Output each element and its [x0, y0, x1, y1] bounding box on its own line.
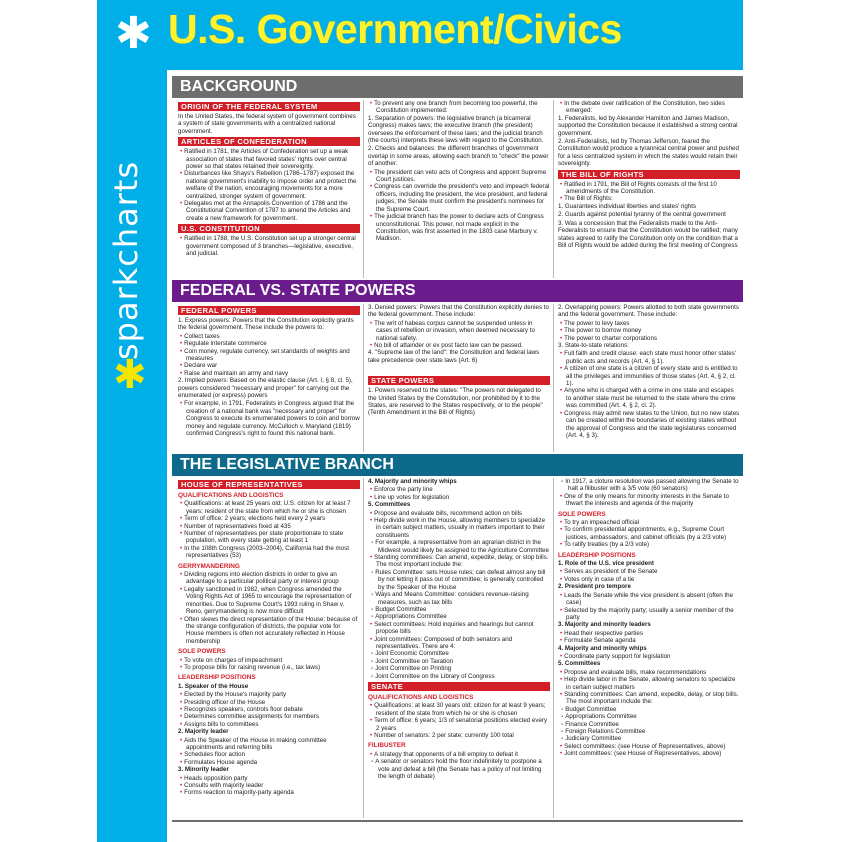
numbered-item: 1. Guarantees individual liberties and states' rights: [558, 202, 697, 210]
list-item: • Term of office: 6 years; 1/3 of senatorial positions elected every 2 years: [376, 717, 550, 732]
list-item: • Aids the Speaker of the House in making committee appointments and referring bills: [186, 737, 360, 752]
list-item: • Joint committees: (see House of Representatives, above): [566, 750, 740, 757]
subheading-qualifications: QUALIFICATIONS AND LOGISTICS: [368, 693, 474, 701]
brand-asterisk-icon: ✱: [113, 352, 147, 398]
asterisk-logo-icon: ✱: [115, 8, 152, 59]
list-item: ▪ Appropriations Committee: [568, 713, 740, 720]
list-item: • The power to borrow money: [566, 327, 740, 334]
list-item: • No bill of attainder or ex post facto law can be passed.: [376, 342, 550, 349]
heading-state-powers: STATE POWERS: [368, 376, 550, 385]
list: [178, 400, 360, 437]
list-item: ▪ Budget Committee: [378, 606, 550, 613]
numbered-item: 1. Federalists, led by Alexander Hamilton and James Madison, supported the Constitution because it established a strong central government.: [558, 114, 738, 137]
background-column-1: [178, 100, 360, 278]
list-item: • One of the only means for minority interests in the Senate to thwart the interests and agenda of the majority: [566, 493, 740, 508]
column-divider: [553, 478, 554, 818]
list-item: • Delegates met at the Annapolis Convention of 1786 and the Constitutional Convention of 1787 to amend the Articles and create a new framework for government.: [186, 200, 360, 222]
list: [368, 100, 550, 115]
page-title: U.S. Government/Civics: [168, 6, 622, 52]
list: [558, 100, 740, 115]
list-item: • The president can veto acts of Congress and appoint Supreme Court justices.: [376, 169, 550, 184]
list-item: • Legally sanctioned in 1982, when Congress amended the Voting Rights Act of 1965 to encourage the representation of minorities. Due to Supreme Court's 1993 ruling in Shaw v. Reno, gerrymandering is now more difficult: [186, 586, 360, 616]
numbered-item: 4. Majority and minority whips: [368, 478, 457, 485]
list-item: • Number of representatives fixed at 435: [186, 523, 360, 530]
list-item: • Joint committees: Composed of both senators and representatives. There are 4:: [376, 636, 550, 651]
background-column-3: [558, 100, 740, 278]
list-item: • Heads opposition party: [186, 775, 360, 782]
list-item: • To prevent any one branch from becoming too powerful, the Constitution implemented:: [376, 100, 550, 115]
footer-rule: [172, 820, 743, 822]
numbered-item: 4. Majority and minority whips: [558, 644, 647, 652]
list-item: • Coin money, regulate currency, set standards of weights and measures: [186, 348, 360, 363]
list: [368, 539, 550, 554]
paragraph: In the United States, the federal system of government combines a system of state governments with a centralized national government.: [178, 113, 356, 135]
list-item: ▪ Joint Committee on the Library of Congress: [378, 673, 550, 680]
list-item: • The judicial branch has the power to declare acts of Congress unconstitutional. This power, not made explicit in the Constitution, was first asserted in the 1803 case Marbury v. Madison.: [376, 213, 550, 243]
list-item: • To try an impeached official: [566, 519, 740, 526]
list-item: ▪ For example, a representative from an agrarian district in the Midwest would likely be assigned to the Agriculture Committee: [378, 539, 550, 554]
column-divider: [363, 478, 364, 818]
list-item: • Qualifications: at least 25 years old; U.S. citizen for at least 7 years; resident of the state from which he or she is chosen: [186, 500, 360, 515]
list-item: • Coordinate party support for legislation: [566, 653, 740, 660]
numbered-item: 3. Minority leader: [178, 766, 229, 774]
list-item: • Forms reaction to majority-party agenda: [186, 789, 360, 796]
column-divider: [553, 100, 554, 278]
list-item: • Congress may admit new states to the Union, but no new states can be created within the boundaries of existing states without the approval of Congress and the state legislatures concerned (Art. 4, § 3).: [566, 410, 740, 440]
list: [178, 571, 360, 645]
subheading-gerrymandering: GERRYMANDERING: [178, 562, 240, 570]
numbered-item: 1. Speaker of the House: [178, 682, 249, 690]
list: [558, 669, 740, 706]
numbered-item: 3. Denied powers: Powers that the Constitution explicitly denies to the federal government. These include:: [368, 304, 549, 319]
list-item: ▪ Joint Committee on Printing: [378, 665, 550, 672]
list: [178, 775, 360, 797]
list-item: • Raise and maintain an army and navy: [186, 370, 360, 377]
heading-federal-powers: FEDERAL POWERS: [178, 306, 360, 315]
list-item: • Propose and evaluate bills, recommend action on bills: [376, 510, 550, 517]
legislative-column-2: [368, 478, 550, 818]
list-item: • Schedules floor action: [186, 751, 360, 758]
column-divider: [363, 304, 364, 452]
numbered-item: 2. Implied powers: Based on the elastic clause (Art. I, § 8, cl. 5), powers considered "necessary and proper" for carrying out the enumerated (or express) powers: [178, 377, 353, 400]
list-item: • Regulate interstate commerce: [186, 340, 360, 347]
list: [368, 486, 550, 501]
numbered-item: 3. Was a concession that the Federalists made to the Anti-Federalists to ensure that the Constitution would be ratified; many states agreed to ratify the Constitution only on the condition that a Bill of Rights would be added during the first meeting of Congress: [558, 219, 738, 249]
subheading-sole-powers: SOLE POWERS: [558, 510, 606, 518]
federal-column-1: [178, 304, 360, 452]
list: [178, 691, 360, 728]
numbered-item: 1. Separation of powers: the legislative branch (a bicameral Congress) makes laws; the executive branch (the president) oversees the enforcement of these laws; and the judicial branch (the courts) interprets these laws with regard to the Constitution.: [368, 114, 544, 145]
list-item: • A citizen of one state is a citizen of every state and is entitled to all the privileges and immunities of those states (Art. 4, § 2, cl. 1).: [566, 365, 740, 387]
numbered-item: 2. Majority leader: [178, 728, 229, 736]
federal-column-2: [368, 304, 550, 452]
heading-constitution: U.S. CONSTITUTION: [178, 224, 360, 233]
list: [558, 653, 740, 660]
list: [178, 500, 360, 559]
numbered-item: 1. Powers reserved to the states: "The powers not delegated to the United States by the Constitution, nor prohibited by it to the States, are reserved to the States respectively, or to the people" (Tenth Amendment in the Bill of Rights): [368, 387, 543, 417]
list-item: • Ratified in 1791, the Bill of Rights consists of the first 10 amendments of the Constitution.: [566, 181, 740, 196]
subheading-sole-powers: SOLE POWERS: [178, 648, 226, 656]
list-item: • Term of office: 2 years; elections held every 2 years: [186, 515, 360, 522]
list-item: ▪ Finance Committee: [568, 721, 740, 728]
list: [368, 320, 550, 350]
list-item: • Number of senators: 2 per state; currently 100 total: [376, 732, 550, 739]
list-item: • Ratified in 1781, the Articles of Confederation set up a weak association of states that favored states' rights over central power so that states retained their sovereignty.: [186, 148, 360, 170]
list-item: • Collect taxes: [186, 333, 360, 340]
numbered-item: 3. State-to-state relations:: [558, 342, 629, 350]
list-item: • Consults with majority leader: [186, 782, 360, 789]
list: [558, 181, 740, 203]
section-title-legislative: THE LEGISLATIVE BRANCH: [172, 454, 743, 476]
section-title-background: BACKGROUND: [172, 76, 743, 98]
list-item: • Recognizes speakers, controls floor debate: [186, 706, 360, 713]
list-item: • Determines committee assignments for members: [186, 713, 360, 720]
list-item: • The writ of habeas corpus cannot be suspended unless in cases of rebellion or invasion, when deemed necessary to national safety.: [376, 320, 550, 342]
heading-senate: SENATE: [368, 682, 550, 691]
subheading-qualifications: QUALIFICATIONS AND LOGISTICS: [178, 492, 284, 499]
list: [558, 592, 740, 622]
list-item: • To vote on charges of impeachment: [186, 657, 360, 664]
list-item: ▪ Joint Committee on Taxation: [378, 658, 550, 665]
list-item: • Help divide labor in the Senate, allowing senators to specialize in certain subject matters: [566, 676, 740, 691]
list-item: • The power to levy taxes: [566, 320, 740, 327]
list: [178, 235, 360, 257]
list: [368, 554, 550, 569]
list-item: • Selected by the majority party; usually a senior member of the party: [566, 607, 740, 622]
list-item: ▪ Joint Economic Committee: [378, 650, 550, 657]
list: [368, 758, 550, 780]
list-item: • Head their respective parties: [566, 630, 740, 637]
numbered-item: 1. Express powers: Powers that the Constitution explicitly grants the federal government. These include the powers to:: [178, 317, 354, 332]
list-item: ▪ Judiciary Committee: [568, 735, 740, 742]
numbered-item: 4. "Supreme law of the land": the Constitution and federal laws take precedence over state laws (Art. 6): [368, 349, 540, 364]
section-title-federal-state: FEDERAL VS. STATE POWERS: [172, 280, 743, 302]
subheading-leadership: LEADERSHIP POSITIONS: [178, 674, 256, 682]
list-item: ▪ Budget Committee: [568, 706, 740, 713]
list-item: • Select committees: Hold inquiries and hearings but cannot propose bills: [376, 621, 550, 636]
legislative-column-1: [178, 478, 360, 818]
numbered-item: 2. Guards against potential tyranny of the central government: [558, 211, 726, 219]
list-item: • Leads the Senate while the vice president is absent (often the case): [566, 592, 740, 607]
list-item: ▪ Rules Committee: sets House rules; can defeat almost any bill by not letting it pass out of committee; is generally controlled by the Speaker of the House: [378, 569, 550, 591]
heading-origin: ORIGIN OF THE FEDERAL SYSTEM: [178, 102, 360, 111]
list-item: ▪ Ways and Means Committee: considers revenue-raising measures, such as tax bills: [378, 591, 550, 606]
list: [368, 702, 550, 739]
list: [368, 621, 550, 651]
list-item: • Standing committees: Can amend, expedite, delay, or stop bills. The most important include the:: [566, 691, 740, 706]
numbered-item: 1. Role of the U.S. vice president: [558, 560, 654, 568]
list-item: • Number of representatives per state proportionate to state population, with every state getting at least 1: [186, 530, 360, 545]
list-item: • Serves as president of the Senate: [566, 568, 740, 575]
heading-bill-of-rights: THE BILL OF RIGHTS: [558, 170, 740, 179]
list-item: ▪ Foreign Relations Committee: [568, 728, 740, 735]
list-item: • Presiding officer of the House: [186, 699, 360, 706]
list-item: • Declare war: [186, 362, 360, 369]
list-item: • Ratified in 1788, the U.S. Constitution set up a stronger central government composed of 3 branches—legislative, executive, and judicial.: [186, 235, 360, 257]
numbered-item: 2. Overlapping powers: Powers allotted to both state governments and the federal government. These include:: [558, 304, 739, 319]
list-item: • In the 108th Congress (2003–2004), California had the most representatives (53): [186, 545, 360, 560]
numbered-item: 5. Committees: [368, 501, 411, 509]
brand-wordmark: sparkcharts: [107, 160, 145, 360]
list-item: • Congress can override the president's veto and impeach federal officers, including the president, the vice president, and federal judges; the Senate must confirm the president's nominees for the Supreme Court.: [376, 183, 550, 213]
list: [558, 706, 740, 743]
heading-articles: ARTICLES OF CONFEDERATION: [178, 137, 360, 146]
list-item: • Disturbances like Shays's Rebellion (1786–1787) exposed the national government's inability to impose order and protect the welfare of the nation, encouraging movements for a more centralized, stronger system of government.: [186, 170, 360, 200]
blue-side-band: [97, 0, 167, 842]
list-item: • Qualifications: at least 30 years old; citizen for at least 9 years; resident of the state from which he or she is chosen: [376, 702, 550, 717]
list: [558, 519, 740, 549]
list-item: • Dividing regions into election districts in order to give an advantage to a particular political party or interest group: [186, 571, 360, 586]
list: [558, 478, 740, 493]
list-item: • Standing committees: Can amend, expedite, delay, or stop bills. The most important include the:: [376, 554, 550, 569]
list-item: • Often skews the direct representation of the House: because of the strange configuration of districts, the popular vote for House members is often not accurately reflected in House membership: [186, 616, 360, 646]
column-divider: [553, 304, 554, 452]
column-divider: [363, 100, 364, 278]
list: [368, 650, 550, 680]
list-item: • Anyone who is charged with a crime in one state and escapes to another state must be returned to the state where the crime was committed (Art. 4, § 2, cl. 2).: [566, 387, 740, 409]
list-item: • Full faith and credit clause: each state must honor other states' public acts and records (Art. 4, § 1).: [566, 350, 740, 365]
list: [178, 657, 360, 672]
list-item: • For example, in 1791, Federalists in Congress argued that the creation of a national bank was "necessary and proper" for Congress to execute its enumerated powers to coin and borrow money and regulate currency. McCulloch v. Maryland (1819) confirmed Congress's right to found this national bank.: [186, 400, 360, 437]
list-item: • Enforce the party line: [376, 486, 550, 493]
list-item: • The Bill of Rights:: [566, 195, 740, 202]
list-item: • To ratify treaties (by a 2/3 vote): [566, 541, 740, 548]
list: [368, 169, 550, 243]
numbered-item: 2. President pro tempore: [558, 583, 631, 591]
list-item: • Help divide work in the House, allowing members to specialize in certain subject matters, usually in matters important to their constituents: [376, 517, 550, 539]
list: [558, 743, 740, 758]
list-item: • Votes only in case of a tie: [566, 576, 740, 583]
list: [558, 493, 740, 508]
numbered-item: 2. Anti-Federalists, led by Thomas Jefferson, feared the Constitution would produce a tyrannical central power and pushed for a less centralized system in which the states would retain their sovereignty.: [558, 138, 739, 168]
numbered-item: 5. Committees: [558, 660, 601, 668]
list-item: ▪ Appropriations Committee: [378, 613, 550, 620]
background-column-2: [368, 100, 550, 278]
list: [178, 737, 360, 767]
list: [368, 510, 550, 540]
list: [368, 751, 550, 758]
list-item: • The power to charter corporations: [566, 335, 740, 342]
list-item: • Formulate Senate agenda: [566, 637, 740, 644]
list: [178, 333, 360, 377]
list: [558, 320, 740, 342]
list: [558, 568, 740, 583]
list-item: • To propose bills for raising revenue (i.e., tax laws): [186, 664, 360, 671]
subheading-filibuster: FILIBUSTER: [368, 742, 406, 750]
list-item: • Formulates House agenda: [186, 759, 360, 766]
subheading-leadership: LEADERSHIP POSITIONS: [558, 551, 636, 559]
list: [558, 350, 740, 439]
heading-house: HOUSE OF REPRESENTATIVES: [178, 480, 360, 489]
list-item: ▪ A senator or senators hold the floor indefinitely to postpone a vote and defeat a bill (the Senate has a policy of not limiting the length of debate): [378, 758, 550, 780]
list-item: • Assigns bills to committees: [186, 721, 360, 728]
list-item: • In the debate over ratification of the Constitution, two sides emerged:: [566, 100, 740, 115]
numbered-item: 3. Majority and minority leaders: [558, 621, 651, 629]
list-item: • Line up votes for legislation: [376, 494, 550, 501]
legislative-column-3: [558, 478, 740, 818]
list: [178, 148, 360, 222]
list-item: • Propose and evaluate bills, make recommendations: [566, 669, 740, 676]
list-item: • To confirm presidential appointments, e.g., Supreme Court justices, ambassadors, and cabinet officials (by a 2/3 vote): [566, 526, 740, 541]
list: [368, 569, 550, 621]
federal-column-3: [558, 304, 740, 452]
list: [558, 630, 740, 645]
list-item: • A strategy that opponents of a bill employ to defeat it: [376, 751, 550, 758]
list-item: • Elected by the House's majority party: [186, 691, 360, 698]
numbered-item: 2. Checks and balances: the different branches of government overlap in some areas, allowing each branch to "check" the power of another.: [368, 145, 549, 168]
list-item: ▪ In 1917, a cloture resolution was passed allowing the Senate to halt a filibuster with a 3/5 vote (60 senators): [568, 478, 740, 493]
list-item: • Select committees: (see House of Representatives, above): [566, 743, 740, 750]
